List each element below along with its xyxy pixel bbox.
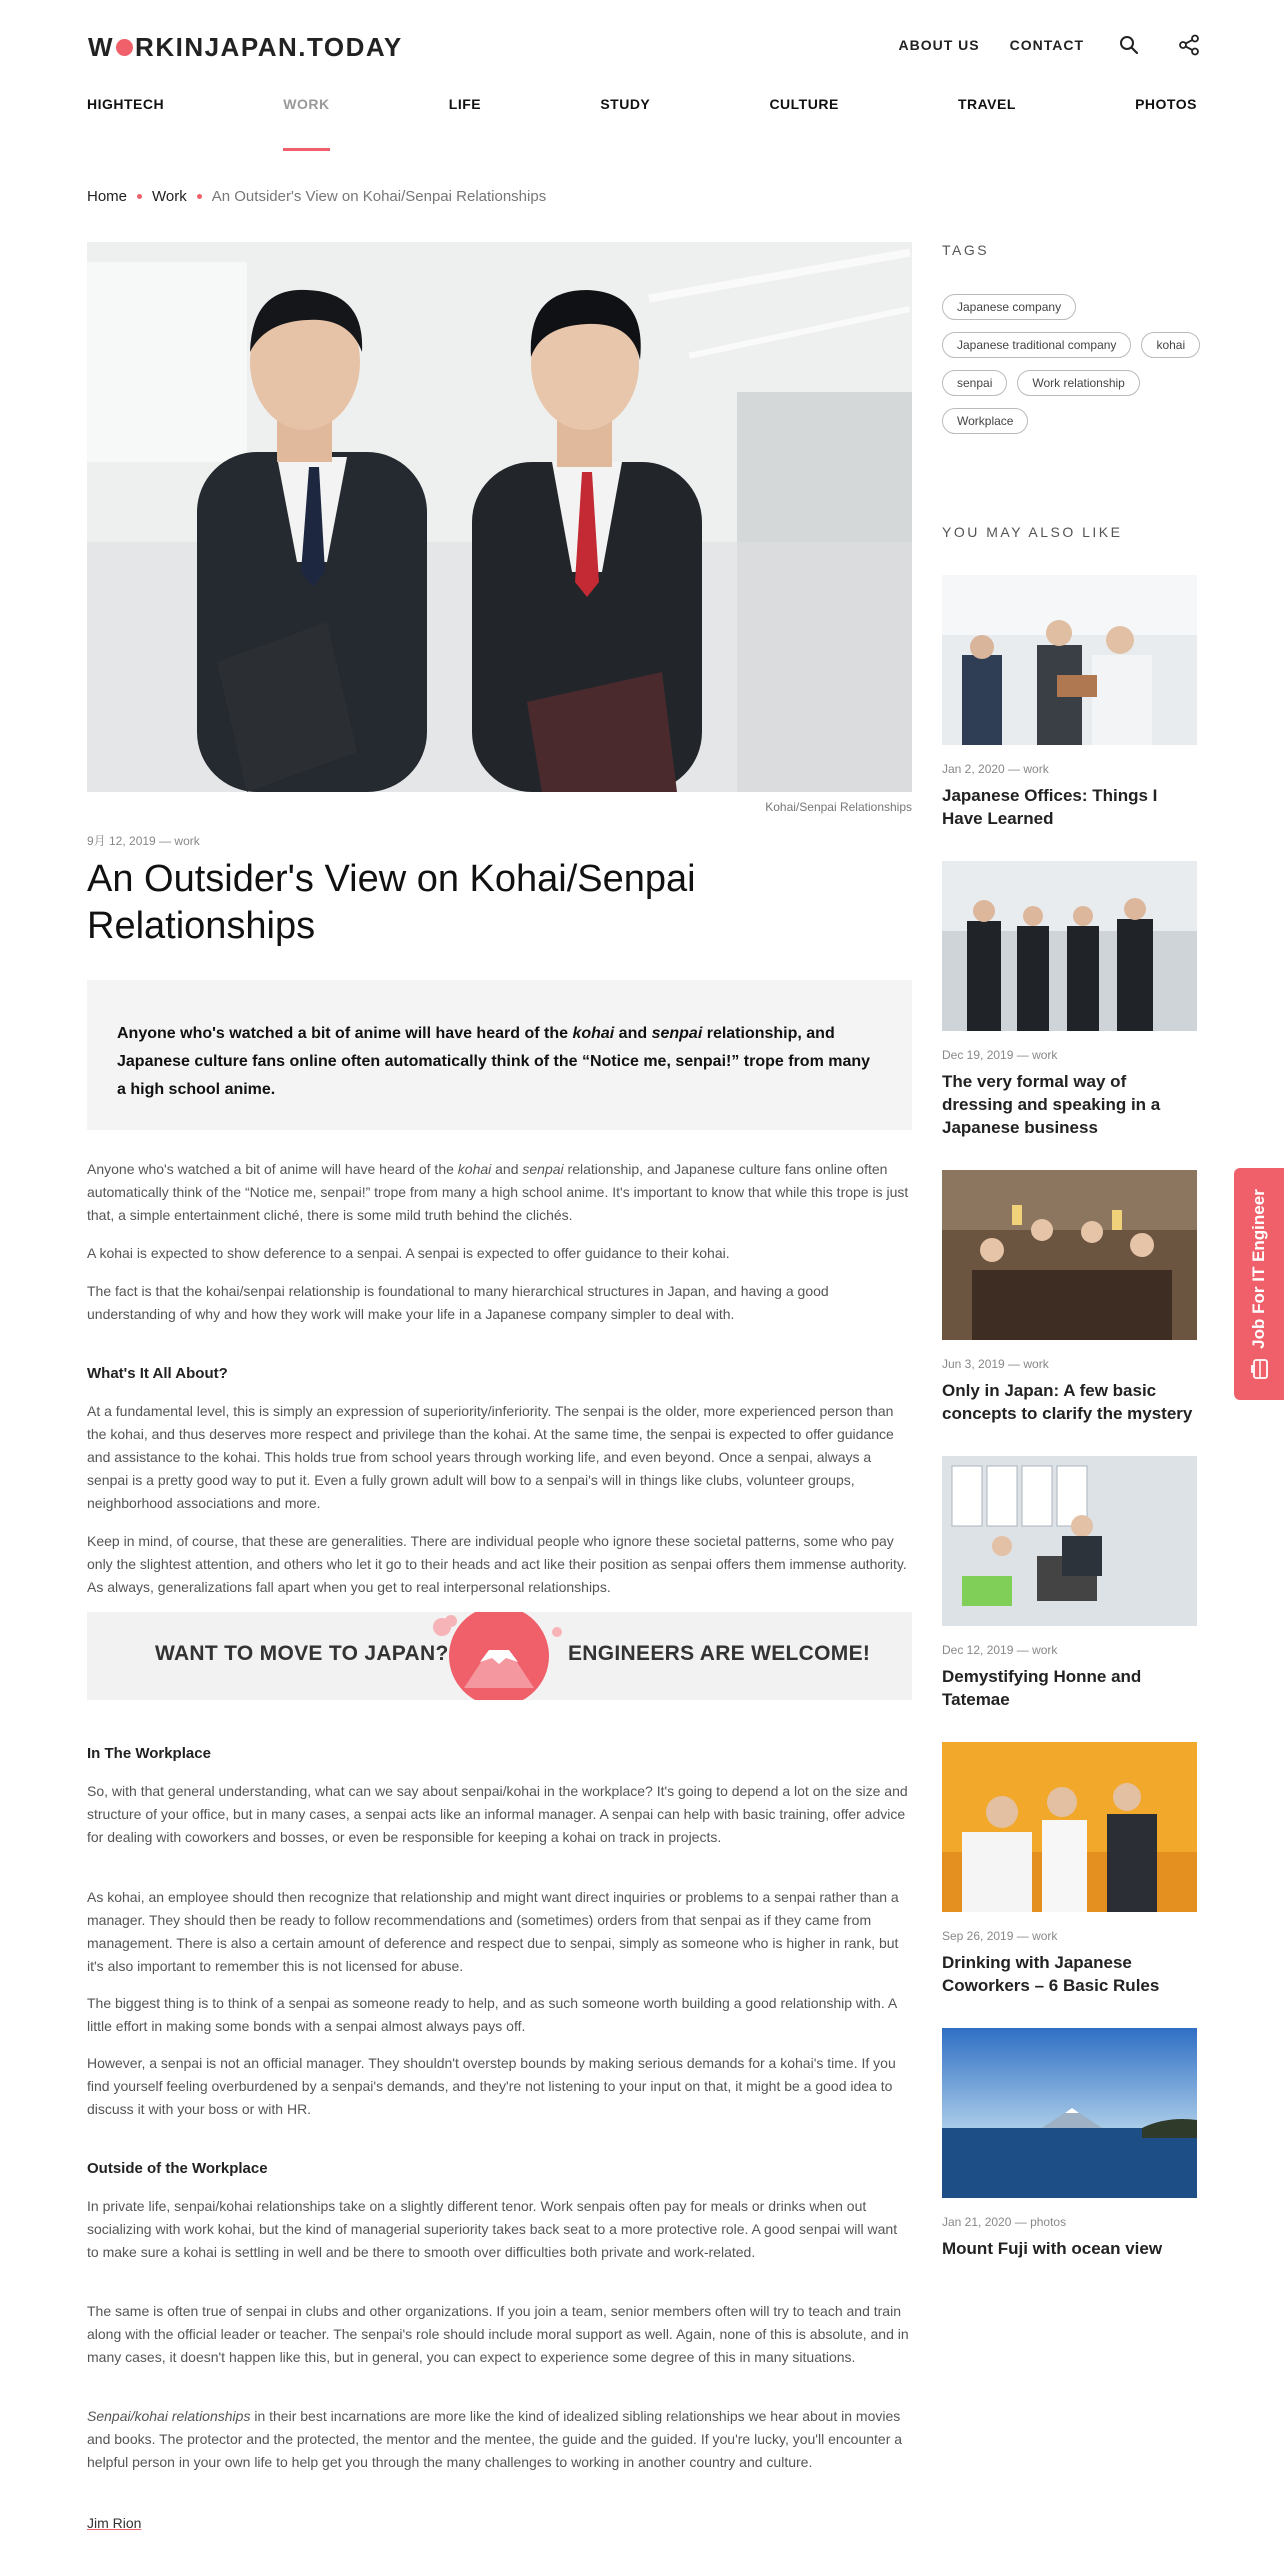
related-category[interactable]: work: [1032, 1929, 1058, 1943]
mount-fuji-icon: [424, 1612, 574, 1700]
paragraph-6: So, with that general understanding, what can we say about senpai/kohai in the workplace? It's going to depend a lot on the size and structure of your office, but in many cases, a senpai acts like an informal manager. A senpai can help with basic training, offer advice for dealing with coworkers and bosses, or even be responsible for keeping a kohai on track in projects.: [87, 1783, 908, 1845]
related-date: Jan 2, 2020: [942, 762, 1005, 776]
tag-japanese-traditional-company[interactable]: Japanese traditional company: [942, 332, 1131, 358]
related-meta: Jan 2, 2020 — work: [942, 762, 1049, 776]
related-date: Dec 12, 2019: [942, 1643, 1014, 1657]
breadcrumb-separator: [137, 194, 142, 199]
nav-photos[interactable]: PHOTOS: [1135, 96, 1197, 112]
nav-hightech[interactable]: HIGHTECH: [87, 96, 165, 112]
related-meta: Jan 21, 2020 — photos: [942, 2215, 1067, 2229]
share-icon[interactable]: [1174, 30, 1204, 60]
article-date: 9月 12, 2019: [87, 834, 156, 848]
tag-kohai[interactable]: kohai: [1141, 332, 1200, 358]
main-nav: [87, 96, 1197, 112]
tags-heading: TAGS: [942, 242, 990, 258]
nav-culture[interactable]: CULTURE: [769, 96, 839, 112]
site-header: [0, 0, 1284, 160]
related-card[interactable]: [942, 1170, 1197, 1425]
related-category[interactable]: photos: [1030, 2215, 1067, 2229]
lead-and: and: [614, 1025, 652, 1042]
related-meta: Jun 3, 2019 — work: [942, 1357, 1049, 1371]
meta-dash: —: [159, 834, 175, 848]
p1-kohai: kohai: [457, 1161, 492, 1177]
hero-image: [87, 242, 912, 792]
paragraph-10: In private life, senpai/kohai relationships take on a slightly different tenor. Work senpais often pay for meals or drinks when out socializing with work kohai, but the kind of managerial superiority takes back seat to a more protective role. A good senpai will want to make sure a kohai is settling in well and be there to smooth over difficulties both private and work-related.: [87, 2198, 898, 2260]
related-category[interactable]: work: [1023, 762, 1049, 776]
related-category[interactable]: work: [1023, 1357, 1049, 1371]
related-date: Jun 3, 2019: [942, 1357, 1005, 1371]
related-title[interactable]: Drinking with Japanese Coworkers – 6 Basic Rules: [942, 1953, 1160, 1995]
related-meta: Dec 19, 2019 — work: [942, 1048, 1058, 1062]
lead-kohai: kohai: [572, 1025, 615, 1042]
breadcrumb-current: An Outsider's View on Kohai/Senpai Relationships: [211, 188, 547, 205]
breadcrumb-home[interactable]: Home: [87, 188, 128, 205]
article-lead: [87, 980, 912, 1130]
related-thumbnail[interactable]: [942, 1742, 1197, 1912]
side-tab-inner: [1234, 1168, 1284, 1400]
banner-right-text: ENGINEERS ARE WELCOME!: [568, 1642, 871, 1665]
paragraph-3: The fact is that the kohai/senpai relationship is foundational to many hierarchical structures in Japan, and having a good understanding of why and how they work will make your life in a Japanese company simpler to deal with.: [87, 1283, 829, 1322]
related-meta: Dec 12, 2019 — work: [942, 1643, 1058, 1657]
tag-japanese-company[interactable]: Japanese company: [942, 294, 1076, 320]
related-date: Sep 26, 2019: [942, 1929, 1014, 1943]
related-title[interactable]: Demystifying Honne and Tatemae: [942, 1667, 1142, 1709]
tag-senpai[interactable]: senpai: [942, 370, 1007, 396]
job-banner[interactable]: [87, 1612, 912, 1700]
nav-travel[interactable]: TRAVEL: [957, 96, 1016, 112]
article-category[interactable]: work: [174, 834, 200, 848]
nav-life[interactable]: LIFE: [448, 96, 482, 112]
related-meta: Sep 26, 2019 — work: [942, 1929, 1058, 1943]
paragraph-2: A kohai is expected to show deference to a senpai. A senpai is expected to offer guidance to their kohai.: [87, 1245, 730, 1261]
logo-text-end: RKINJAPAN.TODAY: [135, 32, 403, 62]
banner-left-text: WANT TO MOVE TO JAPAN?: [155, 1642, 449, 1665]
breadcrumb-work[interactable]: Work: [152, 188, 187, 205]
heading-workplace: In The Workplace: [87, 1745, 211, 1762]
p1-text-end: relationship, and Japanese culture fans online often automatically think of the “Notice me, senpai!” trope from many a high school anime. It's important to know that while this trope is just that, a simple entertainment cliché, there is some mild truth behind the clichés.: [87, 1161, 909, 1223]
related-title[interactable]: Only in Japan: A few basic concepts to clarify the mystery: [942, 1381, 1193, 1423]
author-link[interactable]: Jim Rion: [87, 2515, 142, 2531]
image-caption: Kohai/Senpai Relationships: [765, 800, 912, 814]
p1-and: and: [491, 1161, 523, 1177]
p1-text: Anyone who's watched a bit of anime will have heard of the: [87, 1161, 458, 1177]
heading-about: What's It All About?: [87, 1365, 228, 1382]
paragraph-1: [87, 1158, 912, 1227]
related-thumbnail[interactable]: [942, 1456, 1197, 1626]
related-card[interactable]: [942, 861, 1197, 1139]
lead-text: Anyone who's watched a bit of anime will have heard of the: [117, 1025, 573, 1042]
tag-work-relationship[interactable]: Work relationship: [1017, 370, 1139, 396]
related-card[interactable]: [942, 1742, 1197, 1997]
logo-dot: [116, 39, 133, 56]
related-thumbnail[interactable]: [942, 1170, 1197, 1340]
logo-text-start: W: [88, 32, 115, 62]
paragraph-9: However, a senpai is not an official manager. They shouldn't overstep bounds by making serious demands for a kohai's time. If you find yourself feeling overburdened by a senpai's demands, and they're not listening to your input on that, it might be a good idea to discuss it with your boss or with HR.: [87, 2055, 896, 2117]
p12-em: Senpai/kohai relationships: [87, 2408, 251, 2424]
side-tab-label: Job For IT Engineer: [1249, 1189, 1268, 1349]
related-thumbnail[interactable]: [942, 861, 1197, 1031]
p1-senpai: senpai: [522, 1161, 564, 1177]
related-thumbnail[interactable]: [942, 575, 1197, 745]
related-card[interactable]: [942, 2028, 1197, 2260]
p12-text: in their best incarnations are more like the kind of idealized sibling relationships we hear about in movies and books. The protector and the protected, the mentor and the mentee, the guide and the guided. If you're lucky, you'll encounter a helpful person in your own life to help get you through the many challenges to working in another country and culture.: [87, 2408, 903, 2470]
nav-work[interactable]: WORK: [283, 96, 330, 112]
article-title: An Outsider's View on Kohai/Senpai Relationships: [87, 858, 696, 947]
site-logo[interactable]: [88, 32, 403, 63]
related-category[interactable]: work: [1032, 1048, 1058, 1062]
heading-outside: Outside of the Workplace: [87, 2160, 268, 2177]
nav-study[interactable]: STUDY: [600, 96, 651, 112]
paragraph-8: The biggest thing is to think of a senpai as someone ready to help, and as such someone worth building a good relationship with. A little effort in making some bonds with a senpai almost always pays off.: [87, 1995, 897, 2034]
contact-link[interactable]: CONTACT: [1009, 37, 1084, 53]
job-for-it-engineer-tab[interactable]: [1234, 1168, 1284, 1400]
paragraph-12: [87, 2405, 912, 2474]
tag-workplace[interactable]: Workplace: [942, 408, 1028, 434]
search-icon[interactable]: [1114, 30, 1144, 60]
related-title[interactable]: Mount Fuji with ocean view: [942, 2239, 1163, 2258]
related-title[interactable]: The very formal way of dressing and speaking in a Japanese business: [942, 1072, 1161, 1137]
lead-senpai: senpai: [651, 1025, 703, 1042]
paragraph-7: As kohai, an employee should then recognize that relationship and might want direct inquiries or problems to a senpai rather than a manager. They should then be ready to follow recommendations and (sometimes) orders from that senpai as if they came from management. There is also a certain amount of deference and respect due to senpai, simply as someone who is higher in rank, but it's also important to remember this is not licensed for abuse.: [87, 1889, 899, 1974]
paragraph-4: At a fundamental level, this is simply an expression of superiority/inferiority. The senpai is the older, more experienced person than the kohai, and thus deserves more respect and privilege than the kohai. At the same time, the senpai is expected to offer guidance and assistance to the kohai. This holds true from school years through working life, and even beyond. Once a senpai, always a senpai is a pretty good way to put it. Even a fully grown adult will bow to a senpai's will in things like clubs, volunteer groups, neighborhood associations and more.: [87, 1403, 894, 1511]
briefcase-icon: [1250, 1359, 1268, 1379]
related-category[interactable]: work: [1032, 1643, 1058, 1657]
related-card[interactable]: [942, 575, 1197, 830]
article-meta: [87, 832, 200, 849]
lead-text-end: relationship, and Japanese culture fans online often automatically think of the “Notice me, senpai!” trope from many a high school anime.: [117, 1025, 871, 1098]
related-title[interactable]: Japanese Offices: Things I Have Learned: [942, 786, 1158, 828]
related-thumbnail[interactable]: [942, 2028, 1197, 2198]
breadcrumb-separator: [197, 194, 202, 199]
related-card[interactable]: [942, 1456, 1197, 1711]
related-heading: YOU MAY ALSO LIKE: [942, 524, 1123, 540]
related-date: Dec 19, 2019: [942, 1048, 1014, 1062]
tag-list: [942, 294, 1212, 434]
breadcrumb: [87, 188, 546, 205]
related-date: Jan 21, 2020: [942, 2215, 1012, 2229]
paragraph-5: Keep in mind, of course, that these are generalities. There are individual people who ignore these societal patterns, some who pay only the slightest attention, and others who let it go to their heads and act like their position as senpai offers them immense authority. As always, generalizations fall apart when you get to real interpersonal relationships.: [87, 1533, 907, 1595]
top-links: [898, 30, 1204, 60]
paragraph-11: The same is often true of senpai in clubs and other organizations. If you join a team, senior members often will try to teach and train along with the official leader or teacher. The senpai's role should include moral support as well. Again, none of this is absolute, and in many cases, it doesn't happen like this, but in general, you can expect to experience some degree of this in many situations.: [87, 2303, 909, 2365]
about-us-link[interactable]: ABOUT US: [898, 37, 980, 53]
